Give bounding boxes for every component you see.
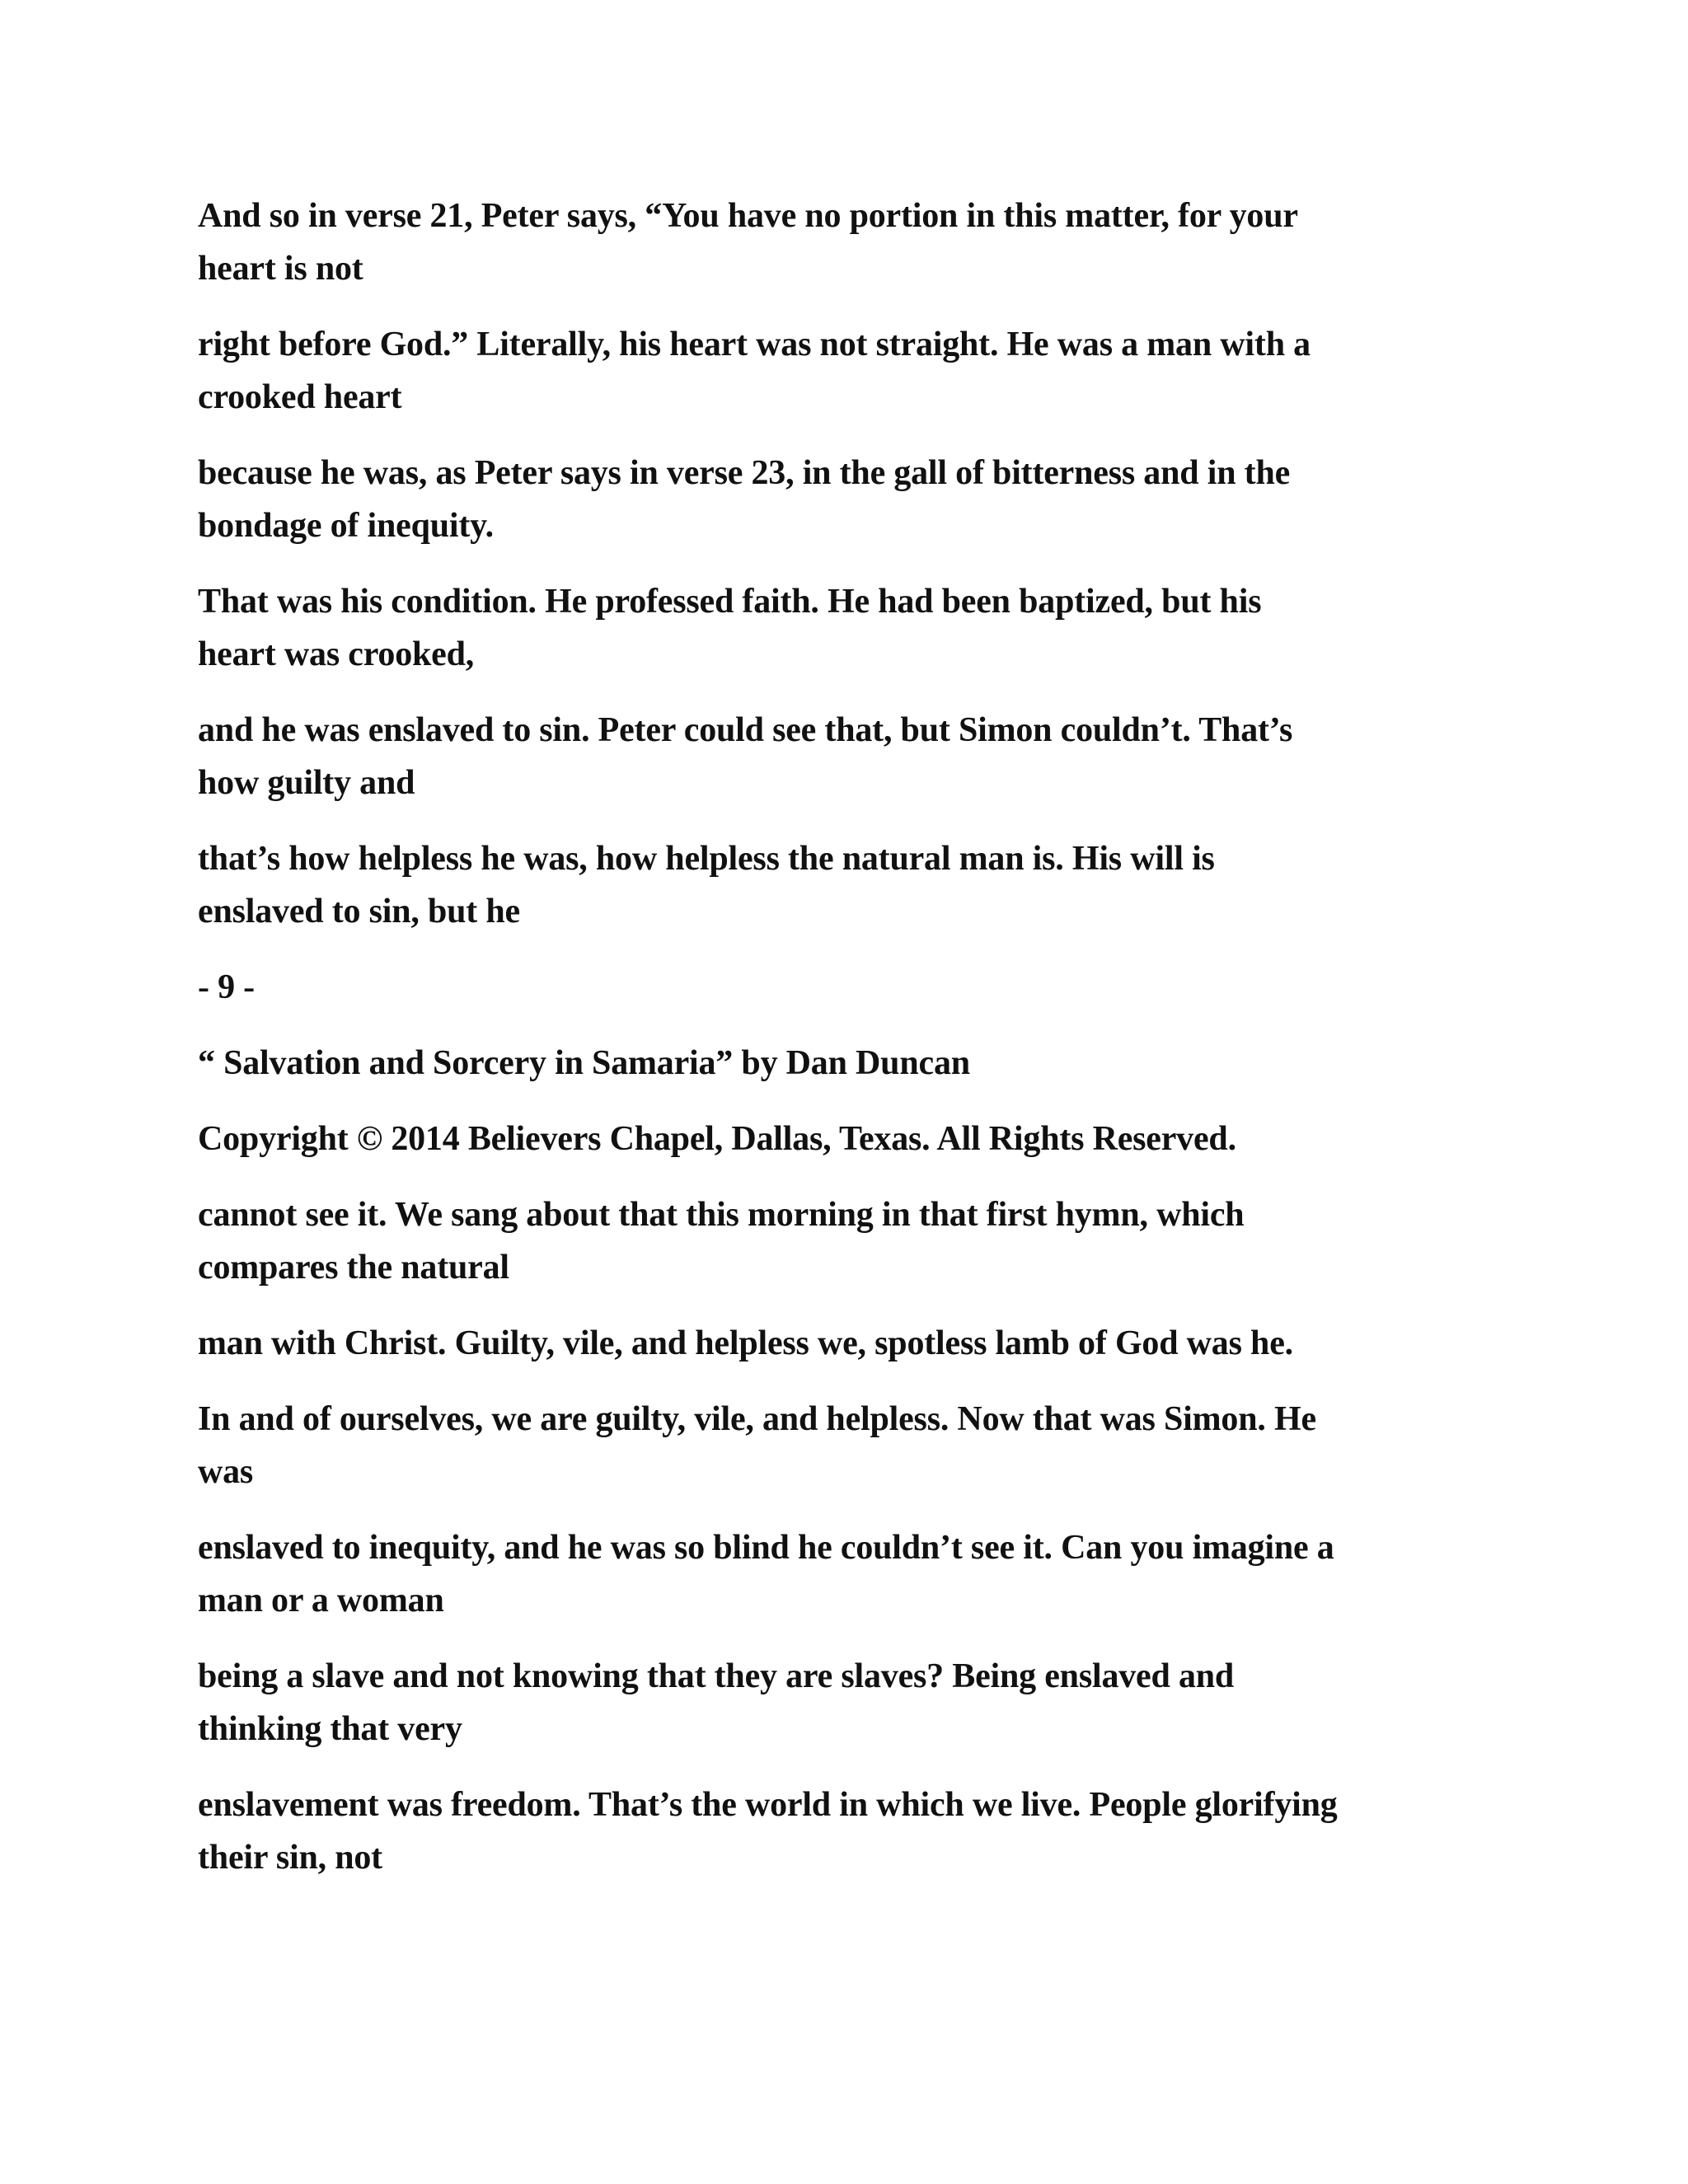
paragraph: [198, 1779, 1500, 1884]
paragraph: [198, 575, 1500, 681]
sermon-title-footer: [198, 1037, 1500, 1090]
paragraph: [198, 1521, 1500, 1627]
page-number: [198, 961, 1500, 1014]
paragraph: [198, 1393, 1500, 1498]
text-line: their sin, not: [198, 1839, 382, 1877]
text-line: heart is not: [198, 250, 363, 288]
text-line: being a slave and not knowing that they are slaves? Being enslaved and: [198, 1657, 1235, 1695]
copyright-text: Copyright © 2014 Believers Chapel, Dallas, Texas. All Rights Reserved.: [198, 1120, 1236, 1158]
text-line: That was his condition. He professed faith. He had been baptized, but his: [198, 583, 1262, 621]
text-line: cannot see it. We sang about that this morning in that first hymn, which: [198, 1196, 1245, 1234]
paragraph: [198, 190, 1500, 295]
paragraph: [198, 1188, 1500, 1294]
paragraph: [198, 1650, 1500, 1755]
text-line: bondage of inequity.: [198, 507, 494, 545]
text-line: heart was crooked,: [198, 635, 475, 673]
text-line: how guilty and: [198, 764, 415, 802]
text-line: man or a woman: [198, 1582, 444, 1619]
page-number-text: - 9 -: [198, 968, 255, 1006]
text-line: thinking that very: [198, 1710, 462, 1748]
text-line: crooked heart: [198, 378, 402, 416]
text-line: In and of ourselves, we are guilty, vile, and helpless. Now that was Simon. He: [198, 1400, 1316, 1438]
paragraph: [198, 704, 1500, 809]
text-line: was: [198, 1453, 254, 1491]
page-content: [198, 190, 1500, 1907]
sermon-title-text: “ Salvation and Sorcery in Samaria” by Dan Duncan: [198, 1044, 970, 1082]
text-line: because he was, as Peter says in verse 23, in the gall of bitterness and in the: [198, 454, 1291, 492]
paragraph: [198, 447, 1500, 552]
copyright-footer: [198, 1113, 1500, 1165]
text-line: And so in verse 21, Peter says, “You have no portion in this matter, for your: [198, 197, 1298, 235]
text-line: and he was enslaved to sin. Peter could see that, but Simon couldn’t. That’s: [198, 711, 1293, 749]
text-line: man with Christ. Guilty, vile, and helpless we, spotless lamb of God was he.: [198, 1324, 1293, 1362]
text-line: enslaved to sin, but he: [198, 893, 520, 930]
paragraph: [198, 1317, 1500, 1370]
text-line: enslaved to inequity, and he was so blind he couldn’t see it. Can you imagine a: [198, 1529, 1334, 1567]
paragraph: [198, 318, 1500, 424]
text-line: enslavement was freedom. That’s the world in which we live. People glorifying: [198, 1786, 1338, 1824]
text-line: that’s how helpless he was, how helpless the natural man is. His will is: [198, 840, 1215, 878]
text-line: compares the natural: [198, 1249, 509, 1286]
paragraph: [198, 832, 1500, 938]
text-line: right before God.” Literally, his heart was not straight. He was a man with a: [198, 326, 1311, 363]
